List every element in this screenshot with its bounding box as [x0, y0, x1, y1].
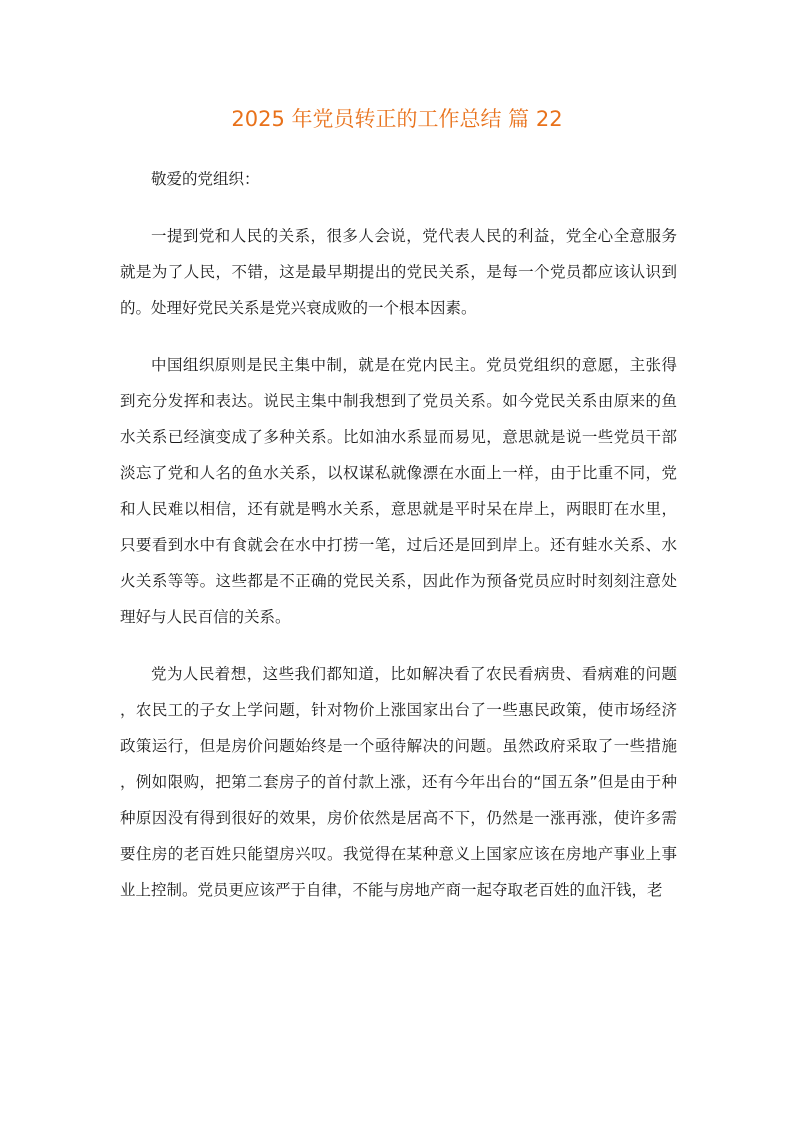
- document-title: 2025 年党员转正的工作总结 篇 22: [231, 107, 563, 131]
- greeting: 敬爱的党组织：: [151, 170, 260, 188]
- paragraph-1: 一提到党和人民的关系，很多人会说，党代表人民的利益，党全心全意服务就是为了人民，不错，这是最早期提出的党民关系，是每一个党员都应该认识到的。处理好党民关系是党兴衰成败的一个根本因素。: [120, 227, 677, 317]
- document-body: [120, 161, 677, 929]
- paragraph-3: 党为人民着想，这些我们都知道，比如解决看了农民看病贵、看病难的问题，农民工的子女上学问题，针对物价上涨国家出台了一些惠民政策，使市场经济政策运行，但是房价问题始终是一个亟待解决的问题。虽然政府采取了一些措施，例如限购，把第二套房子的首付款上涨，还有今年出台的“国五条”但是由于种种原因没有得到很好的效果，房价依然是居高不下，仍然是一涨再涨，使许多需要住房的老百姓只能望房兴叹。我觉得在某种意义上国家应该在房地产事业上事业上控制。党员更应该严于自律，不能与房地产商一起夺取老百姓的血汗钱，老: [120, 665, 677, 899]
- paragraph-2: 中国组织原则是民主集中制，就是在党内民主。党员党组织的意愿，主张得到充分发挥和表达。说民主集中制我想到了党员关系。如今党民关系由原来的鱼水关系已经演变成了多种关系。比如油水系显而易见，意思就是说一些党员干部淡忘了党和人名的鱼水关系，以权谋私就像漂在水面上一样，由于比重不同，党和人民难以相信，还有就是鸭水关系，意思就是平时呆在岸上，两眼盯在水里，只要看到水中有食就会在水中打捞一笔，过后还是回到岸上。还有蛙水关系、水火关系等等。这些都是不正确的党民关系，因此作为预备党员应时时刻刻注意处理好与人民百信的关系。: [120, 356, 677, 626]
